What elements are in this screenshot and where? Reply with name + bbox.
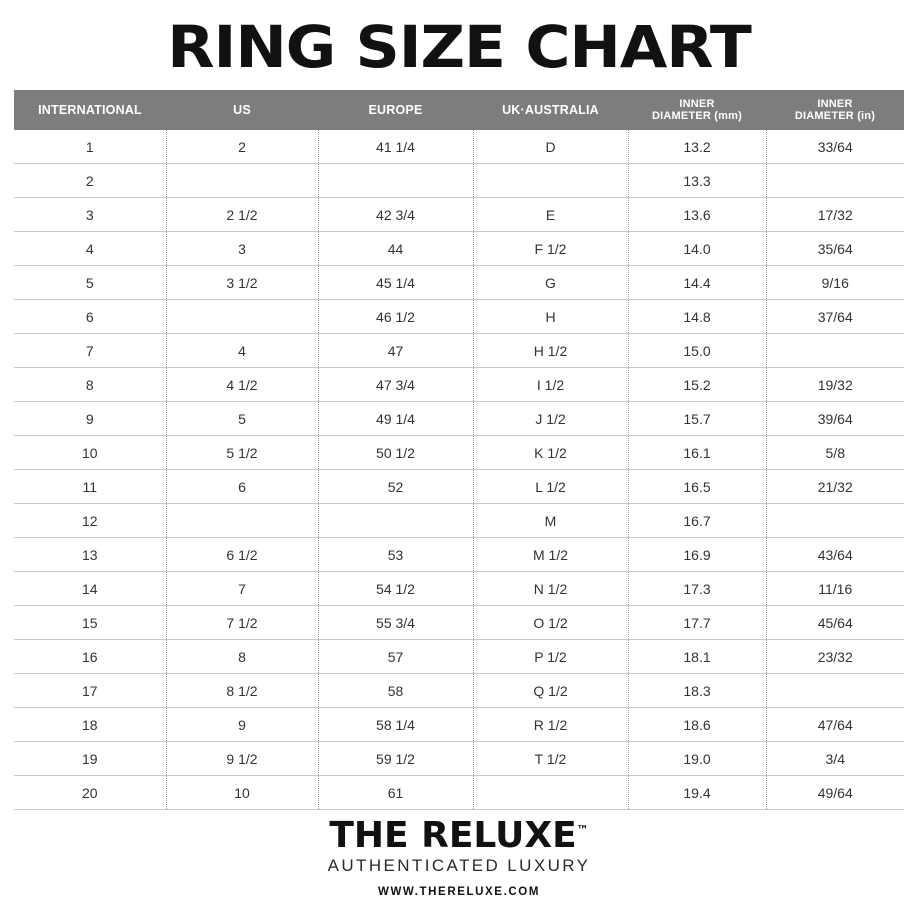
brand-tagline: AUTHENTICATED LUXURY xyxy=(327,856,591,875)
cell-europe: 53 xyxy=(318,538,473,572)
cell-europe: 41 1/4 xyxy=(318,130,473,164)
table-row xyxy=(14,402,904,436)
cell-uk-australia: N 1/2 xyxy=(473,572,628,606)
cell-international: 11 xyxy=(14,470,166,504)
column-header-europe-label: EUROPE xyxy=(368,102,423,117)
cell-uk-australia: J 1/2 xyxy=(473,402,628,436)
cell-inner-diameter-mm: 15.2 xyxy=(628,368,766,402)
cell-uk-australia: E xyxy=(473,198,628,232)
cell-international: 9 xyxy=(14,402,166,436)
cell-uk-australia: Q 1/2 xyxy=(473,674,628,708)
cell-international: 13 xyxy=(14,538,166,572)
cell-europe: 44 xyxy=(318,232,473,266)
cell-international: 14 xyxy=(14,572,166,606)
cell-europe: 49 1/4 xyxy=(318,402,473,436)
cell-inner-diameter-in: 3/4 xyxy=(766,742,904,776)
column-header-inner-diameter-mm-sub: DIAMETER (mm) xyxy=(652,110,742,122)
cell-europe: 42 3/4 xyxy=(318,198,473,232)
table-row xyxy=(14,300,904,334)
cell-inner-diameter-mm: 16.5 xyxy=(628,470,766,504)
cell-us: 8 1/2 xyxy=(166,674,318,708)
cell-europe xyxy=(318,164,473,198)
cell-us: 5 xyxy=(166,402,318,436)
table-row xyxy=(14,674,904,708)
cell-uk-australia: R 1/2 xyxy=(473,708,628,742)
cell-europe: 59 1/2 xyxy=(318,742,473,776)
cell-international: 3 xyxy=(14,198,166,232)
table-row xyxy=(14,504,904,538)
table-row xyxy=(14,368,904,402)
cell-international: 8 xyxy=(14,368,166,402)
table-row xyxy=(14,334,904,368)
cell-europe: 47 xyxy=(318,334,473,368)
cell-us xyxy=(166,504,318,538)
cell-us: 4 xyxy=(166,334,318,368)
table-header xyxy=(14,90,904,130)
cell-inner-diameter-mm: 16.1 xyxy=(628,436,766,470)
cell-inner-diameter-mm: 14.0 xyxy=(628,232,766,266)
cell-europe: 54 1/2 xyxy=(318,572,473,606)
cell-international: 2 xyxy=(14,164,166,198)
cell-inner-diameter-in: 39/64 xyxy=(766,402,904,436)
ring-size-table xyxy=(14,90,904,810)
cell-uk-australia: H xyxy=(473,300,628,334)
cell-inner-diameter-in: 11/16 xyxy=(766,572,904,606)
cell-us: 3 xyxy=(166,232,318,266)
cell-inner-diameter-in: 23/32 xyxy=(766,640,904,674)
cell-inner-diameter-mm: 16.7 xyxy=(628,504,766,538)
cell-international: 15 xyxy=(14,606,166,640)
cell-inner-diameter-mm: 15.0 xyxy=(628,334,766,368)
column-header-inner-diameter-in xyxy=(766,90,904,130)
cell-inner-diameter-mm: 19.4 xyxy=(628,776,766,810)
cell-us: 4 1/2 xyxy=(166,368,318,402)
cell-inner-diameter-in xyxy=(766,674,904,708)
cell-uk-australia: I 1/2 xyxy=(473,368,628,402)
cell-europe: 52 xyxy=(318,470,473,504)
cell-us: 9 xyxy=(166,708,318,742)
cell-europe: 46 1/2 xyxy=(318,300,473,334)
column-header-inner-diameter-mm xyxy=(628,90,766,130)
trademark-symbol: ™ xyxy=(576,823,589,837)
cell-us: 7 xyxy=(166,572,318,606)
page-title: RING SIZE CHART xyxy=(167,13,751,81)
cell-us: 7 1/2 xyxy=(166,606,318,640)
column-header-inner-diameter-in-sub: DIAMETER (in) xyxy=(794,110,876,122)
cell-europe: 58 1/4 xyxy=(318,708,473,742)
cell-inner-diameter-mm: 18.3 xyxy=(628,674,766,708)
column-header-international-label: INTERNATIONAL xyxy=(38,102,142,117)
cell-uk-australia: H 1/2 xyxy=(473,334,628,368)
footer xyxy=(0,815,918,898)
cell-inner-diameter-mm: 19.0 xyxy=(628,742,766,776)
table-row xyxy=(14,164,904,198)
column-header-inner-diameter-in-label: INNER xyxy=(817,97,853,110)
table-row xyxy=(14,606,904,640)
cell-international: 1 xyxy=(14,130,166,164)
table-row xyxy=(14,538,904,572)
column-header-europe xyxy=(318,90,473,130)
table-row xyxy=(14,742,904,776)
cell-us: 8 xyxy=(166,640,318,674)
cell-inner-diameter-mm: 14.8 xyxy=(628,300,766,334)
cell-us: 3 1/2 xyxy=(166,266,318,300)
cell-inner-diameter-in: 17/32 xyxy=(766,198,904,232)
column-header-uk-australia-label: UK·AUSTRALIA xyxy=(502,102,599,117)
column-header-international xyxy=(14,90,166,130)
table-row xyxy=(14,266,904,300)
column-header-us-label: US xyxy=(233,102,251,117)
cell-inner-diameter-in: 49/64 xyxy=(766,776,904,810)
cell-inner-diameter-in: 33/64 xyxy=(766,130,904,164)
cell-inner-diameter-in: 37/64 xyxy=(766,300,904,334)
cell-uk-australia: D xyxy=(473,130,628,164)
cell-inner-diameter-mm: 17.3 xyxy=(628,572,766,606)
table-row xyxy=(14,470,904,504)
cell-europe: 50 1/2 xyxy=(318,436,473,470)
cell-inner-diameter-in: 9/16 xyxy=(766,266,904,300)
cell-international: 18 xyxy=(14,708,166,742)
table-row xyxy=(14,640,904,674)
cell-international: 6 xyxy=(14,300,166,334)
cell-international: 17 xyxy=(14,674,166,708)
cell-europe: 55 3/4 xyxy=(318,606,473,640)
cell-inner-diameter-mm: 13.2 xyxy=(628,130,766,164)
cell-inner-diameter-mm: 16.9 xyxy=(628,538,766,572)
cell-inner-diameter-in: 21/32 xyxy=(766,470,904,504)
cell-europe: 45 1/4 xyxy=(318,266,473,300)
cell-international: 5 xyxy=(14,266,166,300)
table-header-row xyxy=(14,90,904,130)
table-row xyxy=(14,776,904,810)
cell-international: 16 xyxy=(14,640,166,674)
cell-us: 10 xyxy=(166,776,318,810)
cell-inner-diameter-mm: 18.6 xyxy=(628,708,766,742)
cell-inner-diameter-mm: 18.1 xyxy=(628,640,766,674)
cell-uk-australia: F 1/2 xyxy=(473,232,628,266)
cell-uk-australia: K 1/2 xyxy=(473,436,628,470)
cell-international: 20 xyxy=(14,776,166,810)
brand-website: WWW.THERELUXE.COM xyxy=(378,886,540,898)
cell-europe: 58 xyxy=(318,674,473,708)
cell-inner-diameter-in xyxy=(766,504,904,538)
table-row xyxy=(14,232,904,266)
cell-international: 10 xyxy=(14,436,166,470)
brand-name xyxy=(329,815,589,856)
cell-uk-australia: O 1/2 xyxy=(473,606,628,640)
cell-inner-diameter-mm: 13.3 xyxy=(628,164,766,198)
cell-inner-diameter-in: 35/64 xyxy=(766,232,904,266)
cell-europe: 57 xyxy=(318,640,473,674)
cell-uk-australia: P 1/2 xyxy=(473,640,628,674)
cell-inner-diameter-in: 19/32 xyxy=(766,368,904,402)
cell-uk-australia xyxy=(473,164,628,198)
cell-inner-diameter-in: 5/8 xyxy=(766,436,904,470)
cell-uk-australia: T 1/2 xyxy=(473,742,628,776)
cell-inner-diameter-in xyxy=(766,164,904,198)
cell-us: 6 1/2 xyxy=(166,538,318,572)
cell-inner-diameter-in: 43/64 xyxy=(766,538,904,572)
cell-europe: 47 3/4 xyxy=(318,368,473,402)
cell-us xyxy=(166,300,318,334)
table-row xyxy=(14,198,904,232)
cell-uk-australia: G xyxy=(473,266,628,300)
cell-us: 9 1/2 xyxy=(166,742,318,776)
column-header-us xyxy=(166,90,318,130)
cell-us: 5 1/2 xyxy=(166,436,318,470)
cell-inner-diameter-in: 47/64 xyxy=(766,708,904,742)
cell-europe: 61 xyxy=(318,776,473,810)
cell-inner-diameter-mm: 13.6 xyxy=(628,198,766,232)
cell-international: 12 xyxy=(14,504,166,538)
cell-international: 7 xyxy=(14,334,166,368)
cell-inner-diameter-mm: 17.7 xyxy=(628,606,766,640)
brand-name-text: THE RELUXE xyxy=(329,815,577,856)
cell-us: 2 1/2 xyxy=(166,198,318,232)
table-row xyxy=(14,436,904,470)
table-row xyxy=(14,572,904,606)
table-row xyxy=(14,708,904,742)
cell-us: 2 xyxy=(166,130,318,164)
table-body xyxy=(14,130,904,810)
cell-inner-diameter-in xyxy=(766,334,904,368)
cell-us: 6 xyxy=(166,470,318,504)
cell-international: 4 xyxy=(14,232,166,266)
cell-inner-diameter-in: 45/64 xyxy=(766,606,904,640)
column-header-uk-australia xyxy=(473,90,628,130)
cell-uk-australia: M xyxy=(473,504,628,538)
cell-uk-australia: L 1/2 xyxy=(473,470,628,504)
cell-international: 19 xyxy=(14,742,166,776)
cell-inner-diameter-mm: 15.7 xyxy=(628,402,766,436)
cell-uk-australia xyxy=(473,776,628,810)
cell-inner-diameter-mm: 14.4 xyxy=(628,266,766,300)
cell-europe xyxy=(318,504,473,538)
table-row xyxy=(14,130,904,164)
cell-uk-australia: M 1/2 xyxy=(473,538,628,572)
cell-us xyxy=(166,164,318,198)
column-header-inner-diameter-mm-label: INNER xyxy=(679,97,715,110)
